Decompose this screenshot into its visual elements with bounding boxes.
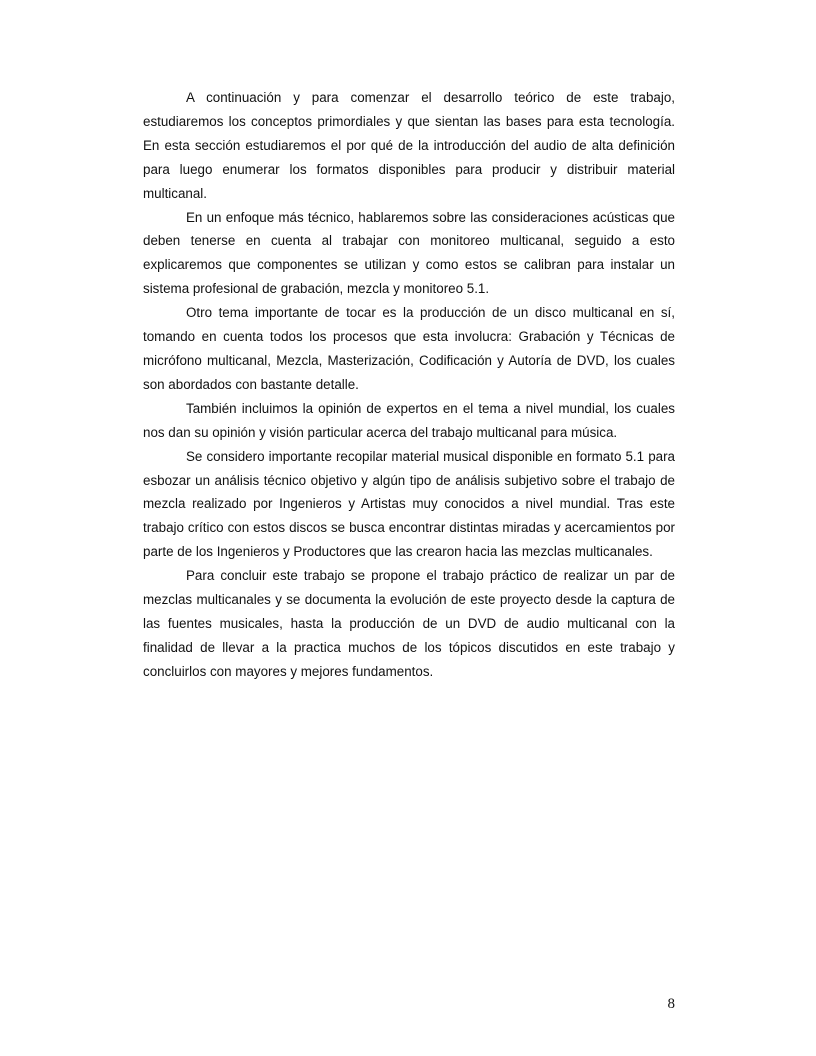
body-text [143,86,675,684]
paragraph-4: También incluimos la opinión de expertos en el tema a nivel mundial, los cuales nos dan su opinión y visión particular acerca del trabajo multicanal para música. [143,400,675,440]
paragraph-2: En un enfoque más técnico, hablaremos sobre las consideraciones acústicas que deben tenerse en cuenta al trabajar con monitoreo multicanal, seguido a esto explicaremos que componentes se utilizan y como estos se calibran para instalar un sistema profesional de grabación, mezcla y monitoreo 5.1. [143,209,675,297]
page-number: 8 [667,996,675,1012]
paragraph-6: Para concluir este trabajo se propone el trabajo práctico de realizar un par de mezclas multicanales y se documenta la evolución de este proyecto desde la captura de las fuentes musicales, hasta la producción de un DVD de audio multicanal con la finalidad de llevar a la practica muchos de los tópicos discutidos en este trabajo y concluirlos con mayores y mejores fundamentos. [143,568,675,679]
paragraph-1: A continuación y para comenzar el desarrollo teórico de este trabajo, estudiaremos los conceptos primordiales y que sientan las bases para esta tecnología. En esta sección estudiaremos el por qué de la introducción del audio de alta definición para luego enumerar los formatos disponibles para producir y distribuir material multicanal. [143,90,675,201]
paragraph-5: Se considero importante recopilar material musical disponible en formato 5.1 para esbozar un análisis técnico objetivo y algún tipo de análisis subjetivo sobre el trabajo de mezcla realizado por Ingenieros y Artistas muy conocidos a nivel mundial. Tras este trabajo crítico con estos discos se busca encontrar distintas miradas y acercamientos por parte de los Ingenieros y Productores que las crearon hacia las mezclas multicanales. [143,448,675,560]
paragraph-3: Otro tema importante de tocar es la producción de un disco multicanal en sí, tomando en cuenta todos los procesos que esta involucra: Grabación y Técnicas de micrófono multicanal, Mezcla, Masterización, Codificación y Autoría de DVD, los cuales son abordados con bastante detalle. [143,305,675,392]
